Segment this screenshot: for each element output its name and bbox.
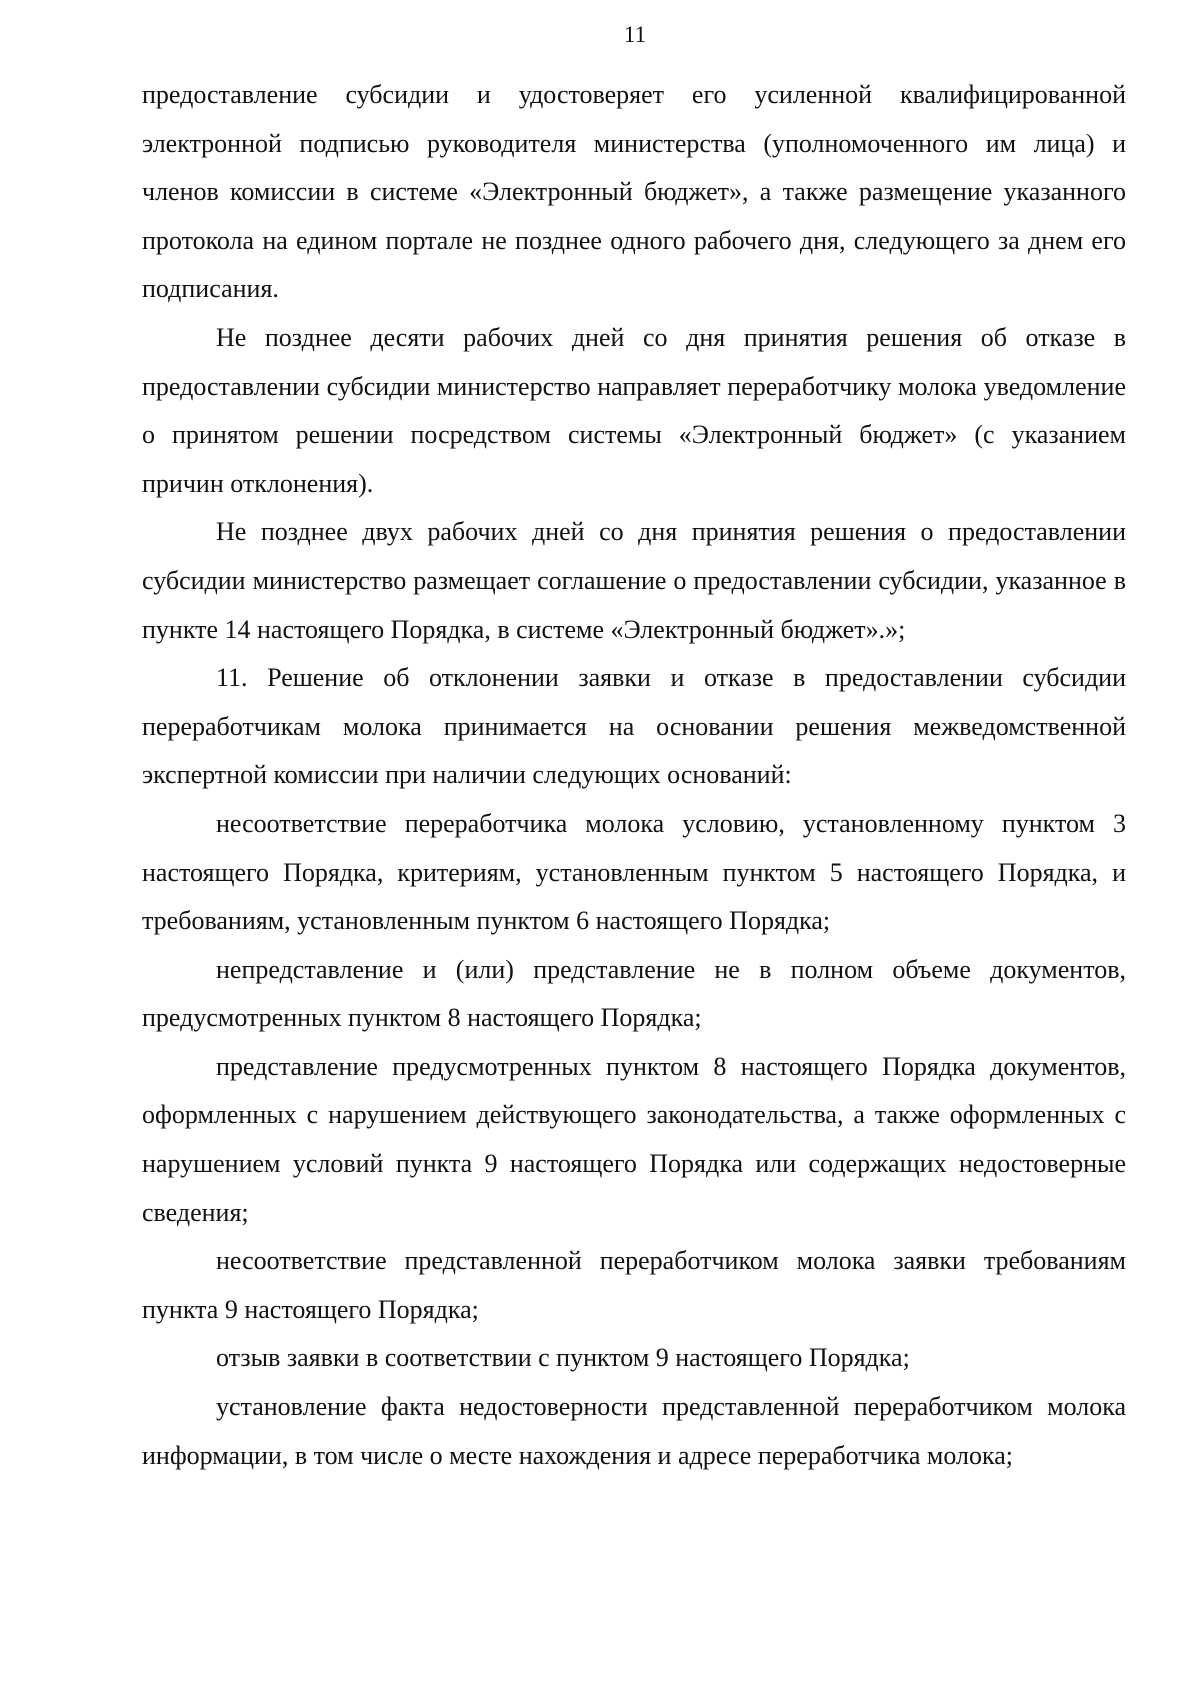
paragraph-agreement-posting: Не позднее двух рабочих дней со дня принятия решения о предоставлении субсидии министерство размещает соглашение о предоставлении субсидии, указанное в пункте 14 настоящего Порядка, в системе «Электронный бюджет».»;	[142, 517, 1126, 644]
ground-application-mismatch: несоответствие представленной переработчиком молока заявки требованиям пункта 9 настоящего Порядка;	[142, 1246, 1126, 1324]
ground-invalid-documents: представление предусмотренных пунктом 8 настоящего Порядка документов, оформленных с нарушением действующего законодательства, а также оформленных с нарушением условий пункта 9 настоящего Порядка или содержащих недостоверные сведения;	[142, 1051, 1126, 1227]
page-number: 11	[623, 22, 647, 47]
ground-noncompliance: несоответствие переработчика молока условию, установленному пунктом 3 настоящего Порядка, критериям, установленным пунктом 5 настоящего Порядка, и требованиям, установленным пунктом 6 настоящего Порядка;	[142, 808, 1126, 936]
ground-missing-documents: непредставление и (или) представление не в полном объеме документов, предусмотренных пунктом 8 настоящего Порядка;	[142, 954, 1126, 1033]
paragraph-refusal-notice: Не позднее десяти рабочих дней со дня принятия решения об отказе в предоставлении субсидии министерство направляет переработчику молока уведомление о принятом решении посредством системы «Электронный бюджет» (с указанием причин отклонения).	[142, 322, 1126, 498]
paragraph-protocol-signing: предоставление субсидии и удостоверяет его усиленной квалифицированной электронной подписью руководителя министерства (уполномоченного им лица) и членов комиссии в системе «Электронный бюджет», а также размещение указанного протокола на едином портале не позднее одного рабочего дня, следующего за днем его подписания.	[142, 80, 1126, 304]
ground-false-information: установление факта недостоверности представленной переработчиком молока информации, в том числе о месте нахождения и адресе переработчика молока;	[142, 1392, 1126, 1470]
document-body	[142, 71, 1126, 1480]
ground-application-withdrawal: отзыв заявки в соответствии с пунктом 9 настоящего Порядка;	[216, 1343, 910, 1373]
paragraph-item-11: 11. Решение об отклонении заявки и отказе в предоставлении субсидии переработчикам молока принимается на основании решения межведомственной экспертной комиссии при наличии следующих оснований:	[142, 663, 1126, 790]
